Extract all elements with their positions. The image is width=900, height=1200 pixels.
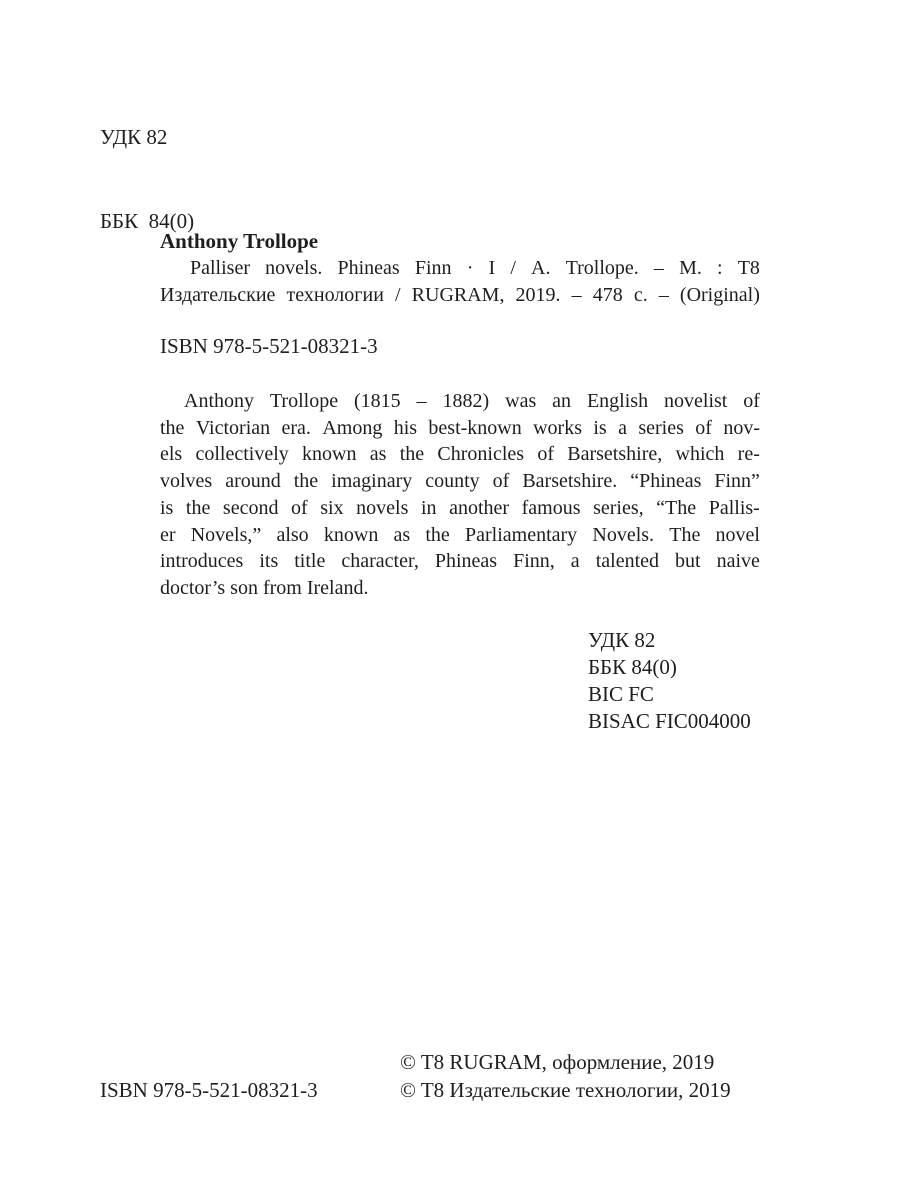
annotation-line: is the second of six novels in another famous series, “The Pallis- [160, 496, 760, 519]
annotation-paragraph [160, 388, 760, 602]
author-name: Anthony Trollope [160, 229, 319, 253]
footer-isbn: ISBN 978-5-521-08321-3 [100, 1078, 318, 1102]
udk-code-top: УДК 82 [100, 125, 168, 149]
classification-block [588, 627, 751, 735]
annotation-line: els collectively known as the Chronicles of Barsetshire, which re- [160, 443, 760, 466]
annotation-line: doctor’s son from Ireland. [160, 576, 369, 599]
bbk-code: ББК 84(0) [588, 655, 677, 679]
copyright-block [400, 1048, 731, 1104]
bibliographic-line: Palliser novels. Phineas Finn · I / A. Trollope. – M. : T8 [190, 257, 760, 279]
annotation-line: er Novels,” also known as the Parliamentary Novels. The novel [160, 523, 760, 546]
annotation-line: volves around the imaginary county of Barsetshire. “Phineas Finn” [160, 470, 760, 493]
bbk-code-top: ББК 84(0) [100, 209, 195, 233]
annotation-line: Anthony Trollope (1815 – 1882) was an English novelist of [184, 390, 760, 412]
annotation-line: the Victorian era. Among his best-known works is a series of nov- [160, 416, 760, 439]
bibliographic-record [160, 228, 760, 309]
bisac-code: BISAC FIC004000 [588, 709, 751, 733]
udk-code: УДК 82 [588, 628, 656, 652]
bic-code: BIC FC [588, 682, 654, 706]
copyright-design-line: © T8 RUGRAM, оформление, 2019 [400, 1050, 715, 1074]
annotation-line: introduces its title character, Phineas Finn, a talented but naive [160, 550, 760, 573]
bibliographic-line: Издательские технологии / RUGRAM, 2019. – 478 с. – (Original) [160, 284, 760, 306]
isbn-line: ISBN 978-5-521-08321-3 [160, 334, 378, 358]
copyright-publisher-line: © T8 Издательские технологии, 2019 [400, 1078, 731, 1102]
